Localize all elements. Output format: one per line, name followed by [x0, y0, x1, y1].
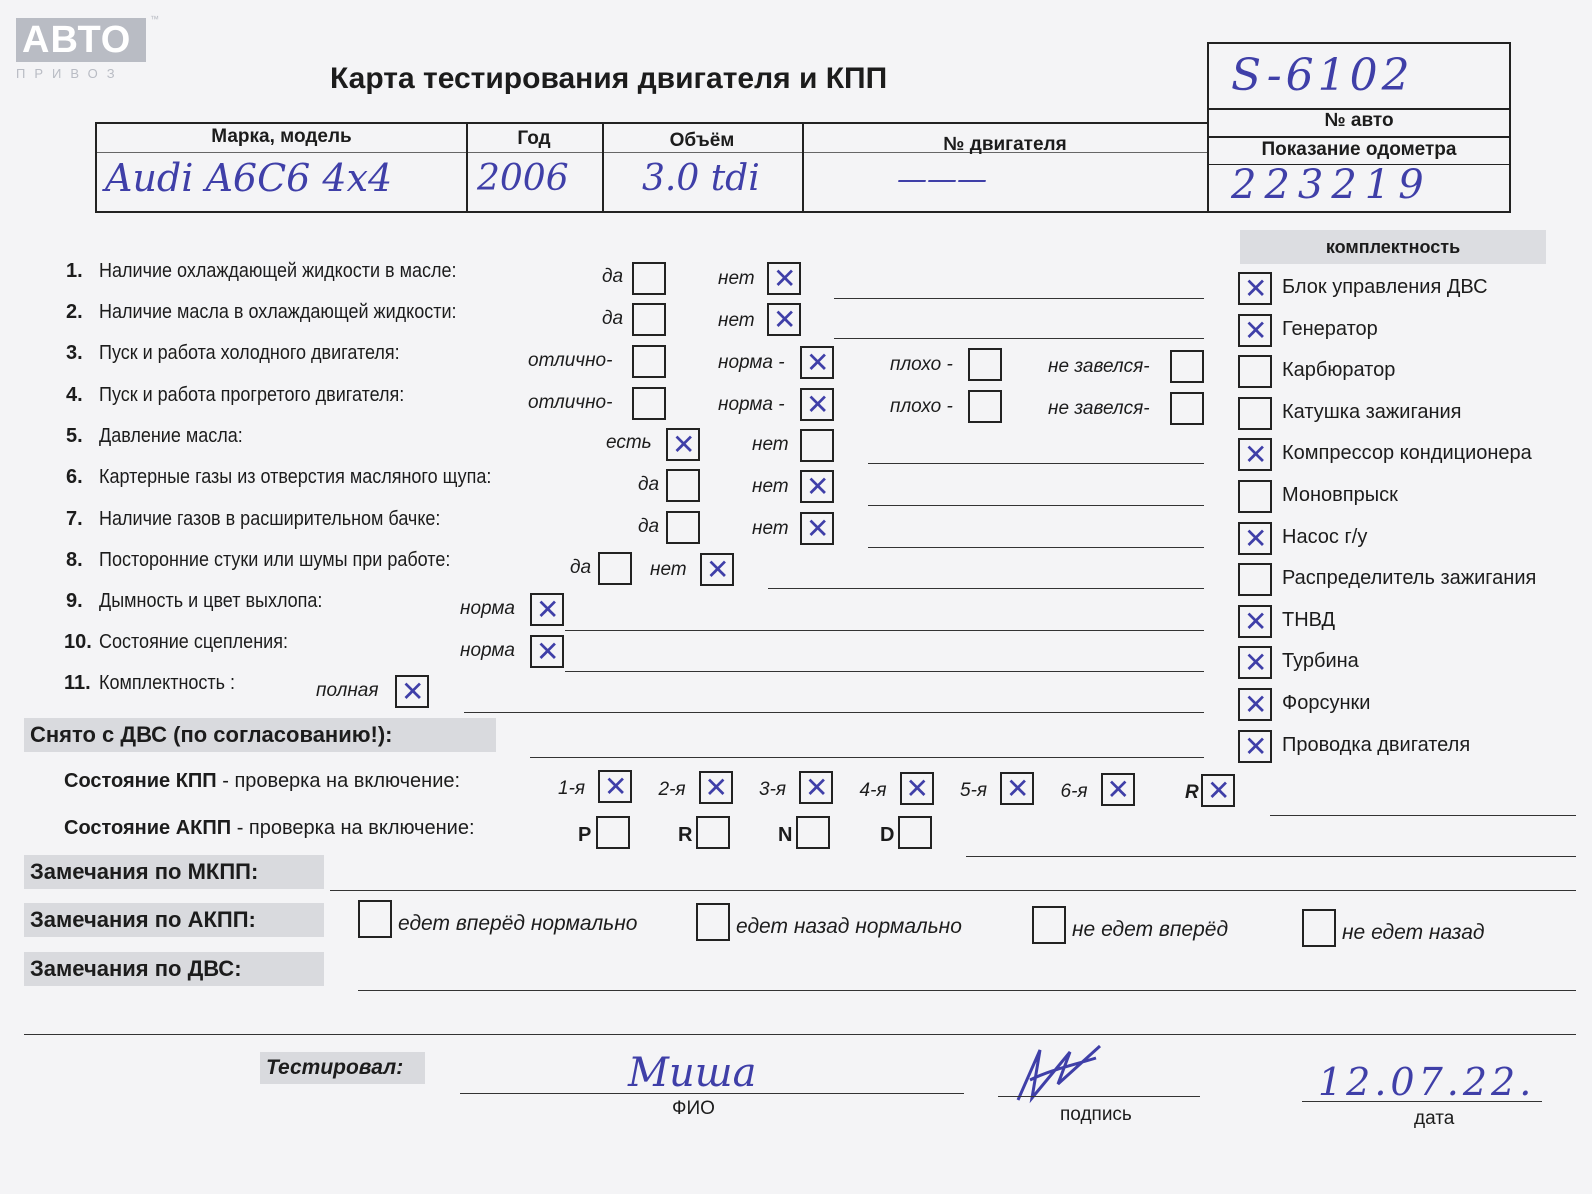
- date-value: 12.07.22.: [1318, 1060, 1536, 1104]
- akpp-mode-checkbox[interactable]: [696, 816, 730, 849]
- option-label: отлично-: [528, 392, 613, 413]
- option-label: полная: [316, 680, 379, 701]
- checkbox-q3-not-started[interactable]: [1170, 350, 1204, 383]
- checkbox-q4-excellent[interactable]: [632, 387, 666, 420]
- date-line: [1302, 1101, 1542, 1102]
- completeness-item-label: Форсунки: [1282, 692, 1371, 714]
- option-label: не завелся-: [1048, 356, 1150, 377]
- option-label: нет: [718, 310, 755, 331]
- signature-line: [998, 1096, 1200, 1097]
- option-label: норма -: [718, 352, 785, 373]
- completeness-item-label: Распределитель зажигания: [1282, 567, 1537, 590]
- year-value: 2006: [477, 158, 569, 199]
- answer-line: [1270, 815, 1576, 816]
- checkbox-q2-no[interactable]: [767, 303, 801, 336]
- box-divider: [1209, 136, 1509, 138]
- car-number-odometer-box: [1207, 42, 1511, 213]
- question-number: 1.: [66, 260, 83, 282]
- answer-line: [24, 1034, 1576, 1035]
- completeness-checkbox[interactable]: [1238, 314, 1272, 347]
- engine-number-value: ———: [897, 162, 987, 197]
- akpp-mode-checkbox[interactable]: [596, 816, 630, 849]
- question-text: Состояние сцепления:: [99, 631, 288, 653]
- option-label: норма: [460, 640, 515, 661]
- gear-checkbox[interactable]: [699, 771, 733, 804]
- checkbox-q7-yes[interactable]: [666, 511, 700, 544]
- question-text: Дымность и цвет выхлопа:: [99, 590, 323, 612]
- checkbox-q11-complete[interactable]: [395, 675, 429, 708]
- checkbox-q1-no[interactable]: [767, 262, 801, 295]
- checkbox-q8-no[interactable]: [700, 553, 734, 586]
- answer-line: [358, 990, 1576, 991]
- completeness-title: комплектность: [1240, 230, 1546, 264]
- answer-line: [834, 338, 1204, 339]
- answer-line: [834, 298, 1204, 299]
- remarks-dvs-label: Замечания по ДВС:: [24, 952, 324, 986]
- option-label: да: [602, 266, 624, 287]
- option-label: норма -: [718, 394, 785, 415]
- checkbox-q3-bad[interactable]: [968, 348, 1002, 381]
- akpp-label: [64, 817, 475, 840]
- answer-line: [966, 856, 1576, 857]
- option-label: нет: [650, 559, 687, 580]
- question-text: Пуск и работа прогретого двигателя:: [99, 384, 405, 406]
- answer-line: [868, 547, 1204, 548]
- volume-header: Объём: [669, 130, 735, 151]
- checkbox-q5-present[interactable]: [666, 428, 700, 461]
- odometer-label: Показание одометра: [1261, 139, 1457, 160]
- gear-label: 5-я: [960, 780, 988, 802]
- answer-line: [565, 671, 1204, 672]
- date-label: дата: [1414, 1108, 1455, 1129]
- completeness-item-label: Блок управления ДВС: [1282, 276, 1488, 298]
- tested-by-label: Тестировал:: [260, 1052, 425, 1084]
- answer-line: [530, 757, 1204, 758]
- completeness-checkbox[interactable]: [1238, 605, 1272, 638]
- completeness-checkbox[interactable]: [1238, 688, 1272, 721]
- option-label: да: [570, 557, 592, 578]
- odometer-value: 223219: [1231, 162, 1432, 208]
- gear-checkbox[interactable]: [1201, 774, 1235, 807]
- checkbox-q4-bad[interactable]: [968, 390, 1002, 423]
- question-text: Наличие газов в расширительном бачке:: [99, 508, 441, 530]
- akpp-remark-option: едет назад нормально: [736, 915, 962, 938]
- gear-label: 6-я: [1060, 781, 1088, 802]
- completeness-item-label: Карбюратор: [1282, 359, 1396, 382]
- answer-line: [868, 463, 1204, 464]
- completeness-item-label: Моновпрыск: [1282, 484, 1398, 506]
- completeness-item-label: Проводка двигателя: [1282, 733, 1471, 756]
- completeness-item-label: Генератор: [1282, 317, 1378, 340]
- option-label: да: [638, 516, 660, 537]
- checkbox-q10-normal[interactable]: [530, 635, 564, 668]
- question-text: Картерные газы из отверстия масляного щупа:: [99, 466, 492, 488]
- akpp-remark-checkbox[interactable]: [1302, 909, 1336, 947]
- completeness-item-label: Насос г/у: [1282, 525, 1368, 548]
- completeness-checkbox[interactable]: [1238, 646, 1272, 679]
- removed-from-engine-label: Снято с ДВС (по согласованию!):: [24, 718, 496, 752]
- completeness-item-label: Турбина: [1282, 650, 1359, 673]
- completeness-checkbox[interactable]: [1238, 522, 1272, 555]
- page-title: Карта тестирования двигателя и КПП: [330, 62, 888, 95]
- answer-line: [768, 588, 1204, 589]
- option-label: норма: [460, 598, 515, 619]
- question-number: 8.: [66, 549, 83, 571]
- gear-label: R: [1185, 781, 1199, 803]
- completeness-item-label: Компрессор кондиционера: [1282, 442, 1532, 465]
- option-label: нет: [718, 268, 755, 289]
- option-label: отлично-: [528, 350, 613, 371]
- question-text: Посторонние стуки или шумы при работе:: [99, 549, 451, 571]
- akpp-remark-checkbox[interactable]: [1032, 906, 1066, 944]
- checkbox-q3-normal[interactable]: [800, 346, 834, 379]
- option-label: плохо -: [890, 354, 953, 375]
- checkbox-q9-normal[interactable]: [530, 593, 564, 626]
- akpp-remark-checkbox[interactable]: [358, 900, 392, 938]
- checkbox-q8-yes[interactable]: [598, 552, 632, 585]
- brand-logo-subtitle: ПРИВОЗ: [16, 66, 124, 81]
- completeness-checkbox[interactable]: [1238, 272, 1272, 305]
- checkbox-q7-no[interactable]: [800, 512, 834, 545]
- kpp-label-bold: Состояние КПП: [64, 770, 217, 792]
- question-number: 9.: [66, 590, 83, 612]
- question-number: 10.: [64, 631, 92, 653]
- gear-checkbox[interactable]: [1101, 773, 1135, 806]
- akpp-mode-label: D: [880, 824, 895, 846]
- question-number: 3.: [66, 342, 83, 364]
- answer-line: [565, 630, 1204, 631]
- question-text: Наличие охлаждающей жидкости в масле:: [99, 260, 457, 282]
- akpp-remark-checkbox[interactable]: [696, 903, 730, 941]
- akpp-mode-label: R: [678, 824, 693, 846]
- option-label: да: [638, 474, 660, 495]
- completeness-checkbox[interactable]: [1238, 563, 1272, 596]
- akpp-remark-option: едет вперёд нормально: [398, 912, 638, 935]
- answer-line: [330, 890, 1576, 891]
- akpp-remark-option: не едет вперёд: [1072, 918, 1229, 941]
- kpp-label-rest: - проверка на включение:: [216, 770, 461, 792]
- option-label: есть: [606, 432, 652, 453]
- question-number: 4.: [66, 384, 83, 406]
- checkbox-q4-normal[interactable]: [800, 388, 834, 421]
- checkbox-q6-no[interactable]: [800, 470, 834, 503]
- akpp-mode-checkbox[interactable]: [796, 816, 830, 849]
- kpp-label: [64, 770, 460, 793]
- engine-number-header: № двигателя: [943, 134, 1067, 155]
- gear-checkbox[interactable]: [1000, 772, 1034, 805]
- akpp-label-rest: - проверка на включение:: [231, 817, 475, 839]
- akpp-mode-checkbox[interactable]: [898, 816, 932, 849]
- akpp-mode-label: N: [778, 824, 793, 846]
- question-number: 5.: [66, 425, 83, 447]
- checkbox-q1-yes[interactable]: [632, 262, 666, 295]
- trademark-mark: ™: [150, 14, 159, 24]
- gear-label: 2-я: [658, 778, 686, 800]
- remarks-akpp-label: Замечания по АКПП:: [24, 903, 324, 937]
- akpp-remark-option: не едет назад: [1342, 921, 1485, 944]
- akpp-mode-label: P: [578, 824, 592, 846]
- answer-line: [464, 712, 1204, 713]
- option-label: нет: [752, 476, 789, 497]
- question-number: 6.: [66, 466, 83, 488]
- checkbox-q2-yes[interactable]: [632, 303, 666, 336]
- volume-value: 3.0 tdi: [642, 158, 760, 199]
- completeness-checkbox[interactable]: [1238, 730, 1272, 763]
- answer-line: [868, 505, 1204, 506]
- option-label: да: [602, 308, 624, 329]
- checkbox-q6-yes[interactable]: [666, 469, 700, 502]
- option-label: нет: [752, 518, 789, 539]
- completeness-checkbox[interactable]: [1238, 438, 1272, 471]
- option-label: плохо -: [890, 396, 953, 417]
- question-text: Комплектность :: [99, 672, 236, 694]
- remarks-mkpp-label: Замечания по МКПП:: [24, 855, 324, 889]
- car-number-label: № авто: [1324, 110, 1394, 131]
- signature-label: подпись: [1060, 1104, 1132, 1125]
- fio-label: ФИО: [672, 1098, 715, 1119]
- brand-logo: АВТО: [16, 18, 146, 62]
- gear-label: 4-я: [859, 779, 887, 801]
- gear-checkbox[interactable]: [799, 771, 833, 804]
- completeness-checkbox[interactable]: [1238, 397, 1272, 430]
- car-number-value: S-6102: [1231, 50, 1414, 101]
- signature-image: [1010, 1040, 1110, 1110]
- completeness-item-label: Катушка зажигания: [1282, 400, 1462, 423]
- completeness-item-label: ТНВД: [1282, 608, 1336, 631]
- option-label: нет: [752, 434, 789, 455]
- question-number: 11.: [64, 672, 91, 694]
- tester-name-value: Миша: [628, 1050, 757, 1096]
- gear-checkbox[interactable]: [900, 772, 934, 805]
- completeness-checkbox[interactable]: [1238, 355, 1272, 388]
- gear-checkbox[interactable]: [598, 770, 632, 803]
- question-number: 2.: [66, 301, 83, 323]
- question-text: Наличие масла в охлаждающей жидкости:: [99, 301, 457, 323]
- question-text: Давление масла:: [99, 425, 243, 447]
- question-number: 7.: [66, 508, 83, 530]
- completeness-checkbox[interactable]: [1238, 480, 1272, 513]
- name-line: [460, 1093, 964, 1094]
- option-label: не завелся-: [1048, 398, 1150, 419]
- question-text: Пуск и работа холодного двигателя:: [99, 342, 400, 364]
- gear-label: 3-я: [759, 779, 787, 801]
- make-model-value: Audi A6C6 4x4: [105, 156, 393, 200]
- checkbox-q3-excellent[interactable]: [632, 345, 666, 378]
- make-model-header: Марка, модель: [211, 126, 352, 147]
- gear-label: 1-я: [558, 778, 586, 799]
- year-header: Год: [517, 128, 551, 149]
- akpp-label-bold: Состояние АКПП: [64, 817, 232, 839]
- checkbox-q4-not-started[interactable]: [1170, 392, 1204, 425]
- checkbox-q5-absent[interactable]: [800, 429, 834, 462]
